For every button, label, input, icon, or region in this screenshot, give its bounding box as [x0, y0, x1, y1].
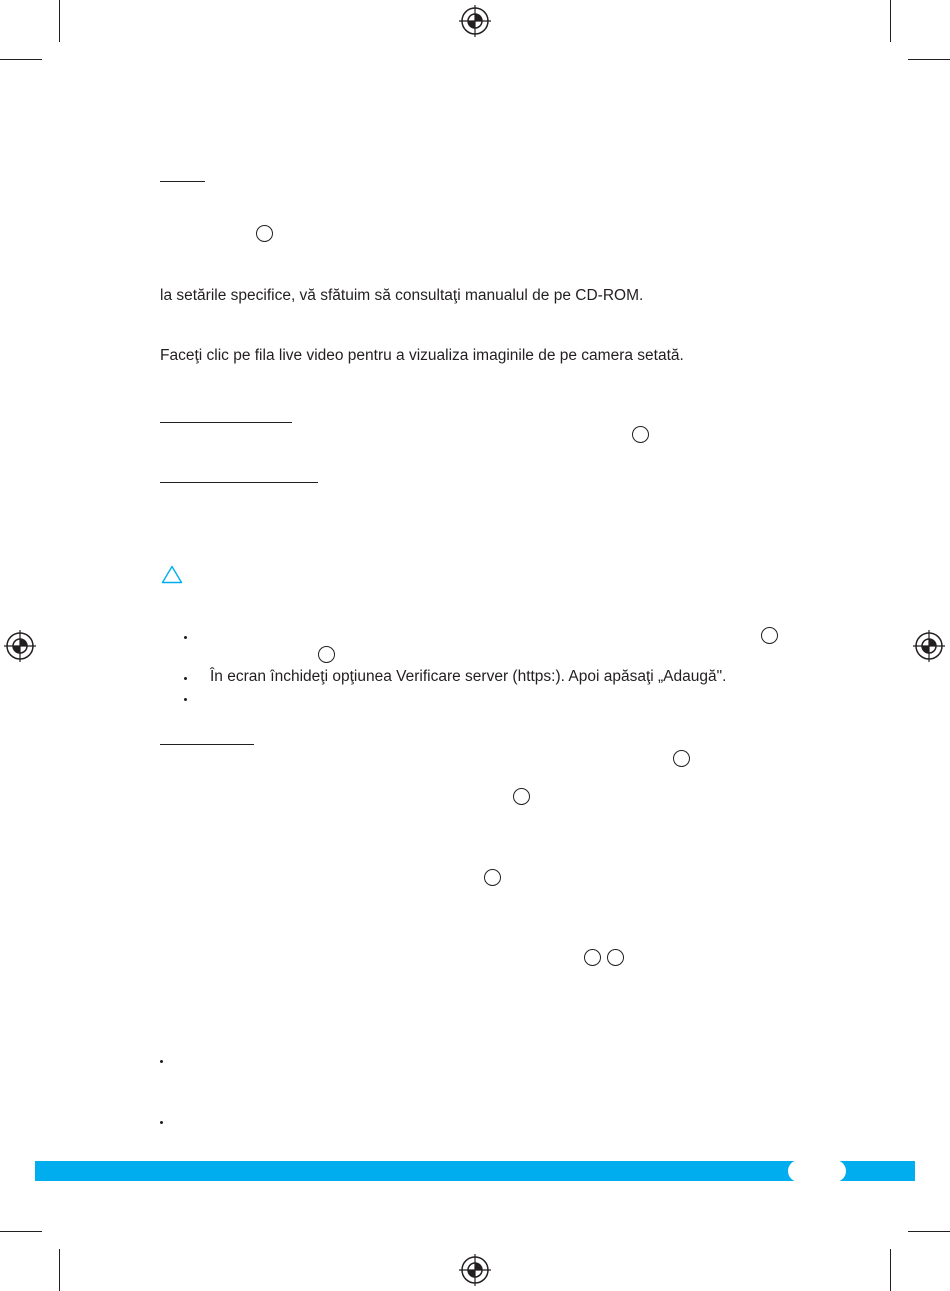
- callout-circle-icon: [318, 646, 335, 663]
- heading-underline: [160, 482, 318, 483]
- page-number-pill: [788, 1160, 846, 1182]
- callout-circle-icon: [513, 788, 530, 805]
- crop-mark: [908, 59, 950, 60]
- registration-mark-icon: [459, 5, 491, 37]
- paragraph-settings-note: la setările specifice, vă sfătuim să consultaţi manualul de pe CD-ROM.: [160, 287, 644, 304]
- bullet-text: În ecran închideţi opţiunea Verificare server (https:). Apoi apăsaţi „Adaugă".: [210, 668, 727, 685]
- callout-circle-icon: [484, 869, 501, 886]
- registration-mark-icon: [913, 630, 945, 662]
- bullet-dot: [160, 1121, 163, 1124]
- bullet-dot: [160, 1060, 163, 1063]
- callout-circle-icon: [673, 750, 690, 767]
- heading-underline: [160, 181, 205, 182]
- heading-underline: [160, 744, 254, 745]
- registration-mark-icon: [459, 1254, 491, 1286]
- footer-accent-bar: [35, 1161, 915, 1181]
- callout-circle-icon: [256, 225, 273, 242]
- crop-mark: [59, 0, 60, 42]
- bullet-dot: [184, 698, 187, 701]
- bullet-dot: [184, 636, 187, 639]
- heading-underline: [160, 422, 292, 423]
- registration-mark-icon: [4, 630, 36, 662]
- warning-triangle-icon: [161, 565, 183, 584]
- callout-circle-icon: [607, 949, 624, 966]
- callout-circle-icon: [584, 949, 601, 966]
- crop-mark: [0, 1231, 42, 1232]
- crop-mark: [0, 59, 42, 60]
- callout-circle-icon: [761, 627, 778, 644]
- paragraph-live-video: Faceţi clic pe fila live video pentru a vizualiza imaginile de pe camera setată.: [160, 347, 684, 364]
- crop-mark: [59, 1249, 60, 1291]
- crop-mark: [890, 1249, 891, 1291]
- crop-mark: [890, 0, 891, 42]
- crop-mark: [908, 1231, 950, 1232]
- bullet-dot: [184, 677, 187, 680]
- callout-circle-icon: [632, 426, 649, 443]
